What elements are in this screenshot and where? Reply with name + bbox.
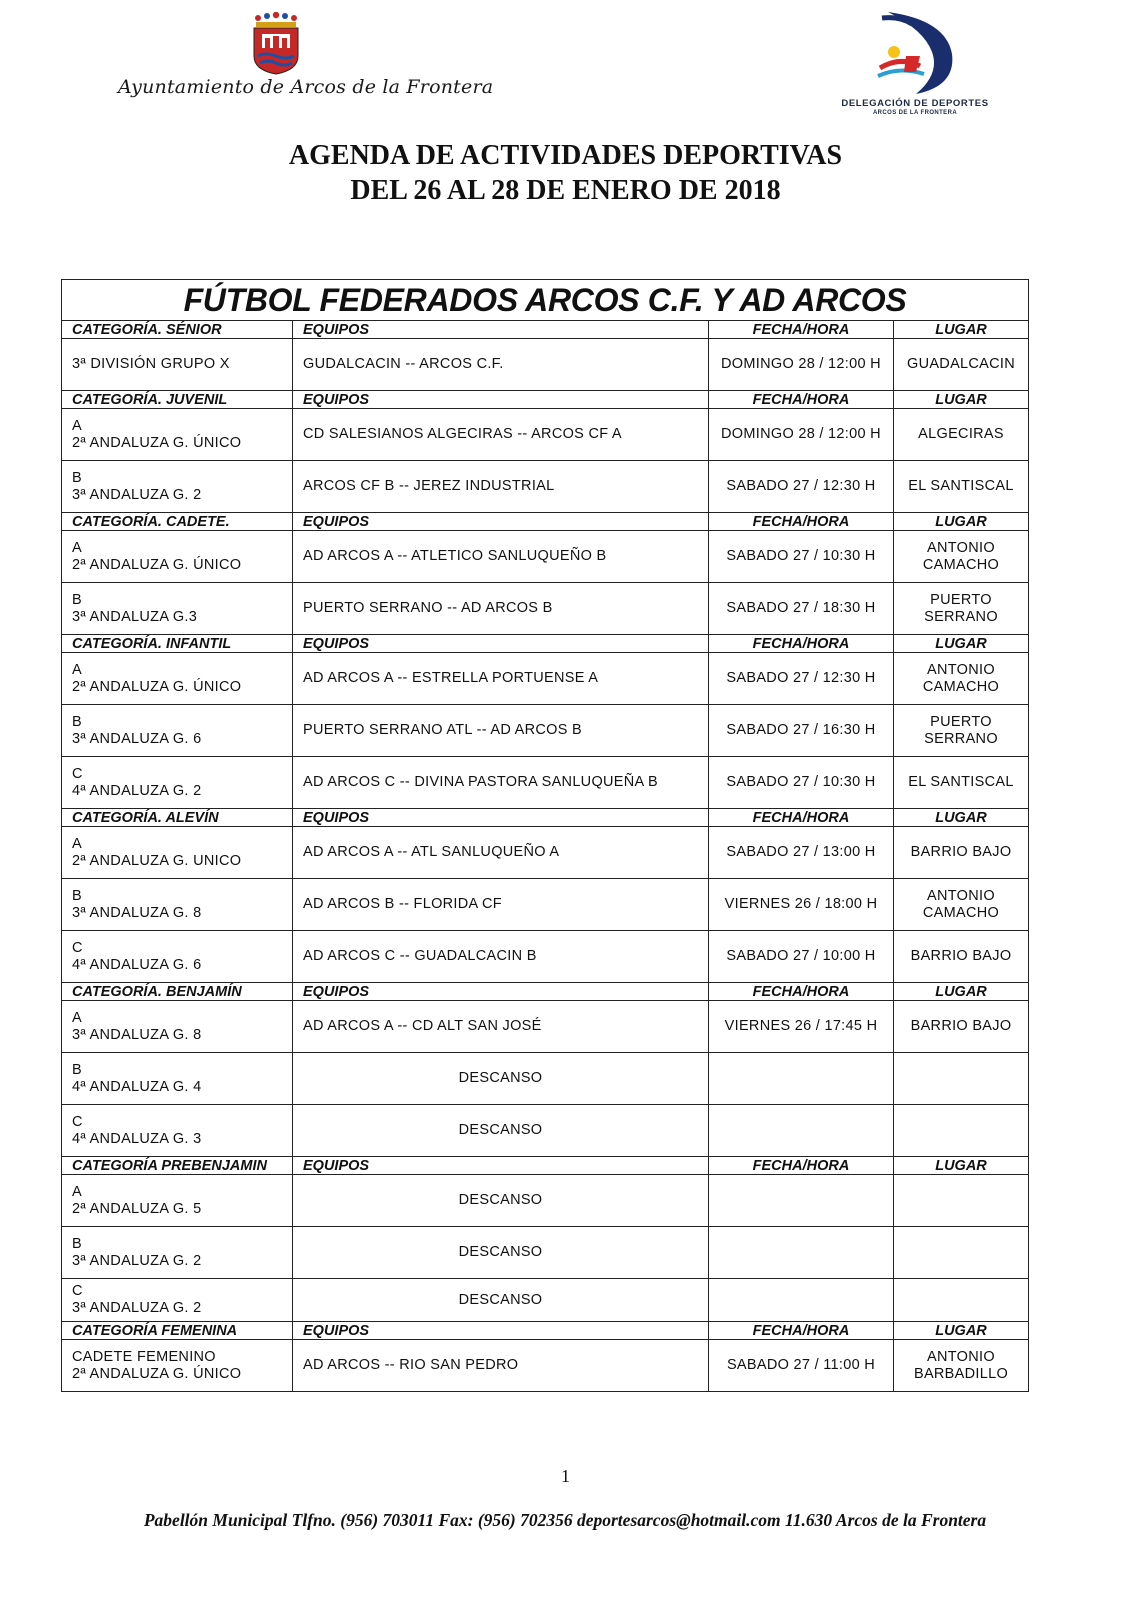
date-cell [709,1279,894,1322]
teams-header: EQUIPOS [293,809,709,827]
rest-cell: DESCANSO [293,1175,709,1227]
division-name: 2ª ANDALUZA G. 5 [72,1200,202,1217]
match-row [62,339,1029,391]
teams-header: EQUIPOS [293,1157,709,1175]
category-header-row [62,1157,1029,1175]
division-name: 3ª DIVISIÓN GRUPO X [72,356,230,372]
town-name: Ayuntamiento de Arcos de la Frontera [118,76,494,98]
table-banner-row [62,280,1029,321]
division-cell [62,1175,293,1227]
date-cell: SABADO 27 / 12:30 H [709,653,894,705]
group-letter: C [72,939,83,956]
teams-header: EQUIPOS [293,635,709,653]
date-cell: SABADO 27 / 12:30 H [709,461,894,513]
division-name: 3ª ANDALUZA G. 6 [72,730,202,747]
group-letter: A [72,835,82,852]
division-cell [62,757,293,809]
division-name: 3ª ANDALUZA G. 2 [72,486,202,503]
match-cell: PUERTO SERRANO ATL -- AD ARCOS B [293,705,709,757]
venue-header: LUGAR [894,321,1029,339]
date-cell: SABADO 27 / 10:00 H [709,931,894,983]
venue-cell [894,1227,1029,1279]
match-cell: ARCOS CF B -- JEREZ INDUSTRIAL [293,461,709,513]
group-letter: C [72,1113,83,1130]
division-name: 2ª ANDALUZA G. UNICO [72,852,242,869]
venue-cell: PUERTO SERRANO [894,705,1029,757]
rest-cell: DESCANSO [293,1279,709,1322]
division-name: 2ª ANDALUZA G. ÚNICO [72,434,242,451]
group-letter: B [72,887,82,904]
match-row [62,1001,1029,1053]
venue-cell: ANTONIO CAMACHO [894,879,1029,931]
date-header: FECHA/HORA [709,635,894,653]
venue-header: LUGAR [894,983,1029,1001]
division-cell [62,653,293,705]
category-header-row [62,983,1029,1001]
category-name: CATEGORÍA. SÉNIOR [62,321,293,339]
venue-cell: ANTONIO BARBADILLO [894,1340,1029,1392]
category-name: CATEGORÍA. CADETE. [62,513,293,531]
crest-icon [248,12,304,76]
division-cell [62,931,293,983]
venue-cell: BARRIO BAJO [894,1001,1029,1053]
group-letter: B [72,591,82,608]
date-cell: SABADO 27 / 16:30 H [709,705,894,757]
venue-cell: PUERTO SERRANO [894,583,1029,635]
division-name: 2ª ANDALUZA G. ÚNICO [72,556,242,573]
match-cell: AD ARCOS A -- CD ALT SAN JOSÉ [293,1001,709,1053]
match-cell: AD ARCOS A -- ATL SANLUQUEÑO A [293,827,709,879]
teams-header: EQUIPOS [293,513,709,531]
venue-cell: GUADALCACIN [894,339,1029,391]
group-letter: A [72,417,82,434]
match-row [62,1340,1029,1392]
date-cell: SABADO 27 / 11:00 H [709,1340,894,1392]
match-row [62,1279,1029,1322]
category-header-row [62,513,1029,531]
venue-cell [894,1053,1029,1105]
category-name: CATEGORÍA. ALEVÍN [62,809,293,827]
teams-header: EQUIPOS [293,1322,709,1340]
group-letter: A [72,1009,82,1026]
venue-cell [894,1105,1029,1157]
match-cell: AD ARCOS A -- ESTRELLA PORTUENSE A [293,653,709,705]
match-cell: CD SALESIANOS ALGECIRAS -- ARCOS CF A [293,409,709,461]
title-line-2: DEL 26 AL 28 DE ENERO DE 2018 [350,175,781,206]
division-cell [62,827,293,879]
division-name: 3ª ANDALUZA G. 8 [72,904,202,921]
division-cell [62,461,293,513]
date-header: FECHA/HORA [709,809,894,827]
table-banner: FÚTBOL FEDERADOS ARCOS C.F. Y AD ARCOS [62,280,1029,321]
date-header: FECHA/HORA [709,983,894,1001]
venue-header: LUGAR [894,809,1029,827]
page-number: 1 [561,1466,570,1486]
venue-header: LUGAR [894,391,1029,409]
group-letter: C [72,765,83,782]
delegation-title: DELEGACIÓN DE DEPORTES [841,98,989,109]
rest-cell: DESCANSO [293,1227,709,1279]
venue-cell: BARRIO BAJO [894,931,1029,983]
rest-cell: DESCANSO [293,1105,709,1157]
venue-cell: ANTONIO CAMACHO [894,531,1029,583]
category-name: CATEGORÍA. INFANTIL [62,635,293,653]
date-cell [709,1053,894,1105]
group-letter: A [72,539,82,556]
date-header: FECHA/HORA [709,321,894,339]
division-cell [62,1053,293,1105]
division-name: 4ª ANDALUZA G. 6 [72,956,202,973]
division-cell [62,339,293,391]
teams-header: EQUIPOS [293,321,709,339]
venue-cell [894,1175,1029,1227]
category-header-row [62,809,1029,827]
match-row [62,531,1029,583]
venue-header: LUGAR [894,1322,1029,1340]
match-cell: AD ARCOS A -- ATLETICO SANLUQUEÑO B [293,531,709,583]
date-cell: VIERNES 26 / 18:00 H [709,879,894,931]
teams-header: EQUIPOS [293,983,709,1001]
division-cell [62,1227,293,1279]
venue-cell: BARRIO BAJO [894,827,1029,879]
group-letter: B [72,713,82,730]
match-row [62,461,1029,513]
division-cell [62,583,293,635]
category-name: CATEGORÍA. BENJAMÍN [62,983,293,1001]
match-row [62,1105,1029,1157]
category-header-row [62,635,1029,653]
match-cell: AD ARCOS C -- GUADALCACIN B [293,931,709,983]
division-name: 4ª ANDALUZA G. 3 [72,1130,202,1147]
category-name: CATEGORÍA PREBENJAMIN [62,1157,293,1175]
division-name: 2ª ANDALUZA G. ÚNICO [72,678,242,695]
match-row [62,705,1029,757]
title-line-1: AGENDA DE ACTIVIDADES DEPORTIVAS [288,140,843,171]
match-cell: AD ARCOS -- RIO SAN PEDRO [293,1340,709,1392]
match-row [62,1053,1029,1105]
match-cell: AD ARCOS C -- DIVINA PASTORA SANLUQUEÑA B [293,757,709,809]
document-title [0,138,1131,208]
division-name: 4ª ANDALUZA G. 2 [72,782,202,799]
date-cell [709,1227,894,1279]
date-cell: DOMINGO 28 / 12:00 H [709,339,894,391]
division-cell [62,409,293,461]
group-letter: A [72,661,82,678]
group-letter: B [72,1235,82,1252]
date-cell: SABADO 27 / 10:30 H [709,757,894,809]
schedule-table [61,279,1029,1392]
match-row [62,827,1029,879]
category-header-row [62,321,1029,339]
venue-cell: ANTONIO CAMACHO [894,653,1029,705]
date-cell: DOMINGO 28 / 12:00 H [709,409,894,461]
venue-cell: EL SANTISCAL [894,757,1029,809]
venue-header: LUGAR [894,635,1029,653]
match-row [62,757,1029,809]
category-name: CATEGORÍA. JUVENIL [62,391,293,409]
date-cell: SABADO 27 / 10:30 H [709,531,894,583]
category-header-row [62,1322,1029,1340]
division-name: 3ª ANDALUZA G. 2 [72,1300,202,1316]
date-cell: SABADO 27 / 18:30 H [709,583,894,635]
division-name: 4ª ANDALUZA G. 4 [72,1078,202,1095]
venue-header: LUGAR [894,513,1029,531]
division-cell [62,1001,293,1053]
group-letter: CADETE FEMENINO [72,1348,216,1365]
division-name: 3ª ANDALUZA G. 2 [72,1252,202,1269]
teams-header: EQUIPOS [293,391,709,409]
division-cell [62,1279,293,1322]
date-cell: VIERNES 26 / 17:45 H [709,1001,894,1053]
date-cell [709,1105,894,1157]
match-row [62,653,1029,705]
division-cell [62,531,293,583]
division-name: 3ª ANDALUZA G.3 [72,608,198,625]
delegation-logo-icon [860,10,970,96]
match-row [62,1227,1029,1279]
venue-cell: EL SANTISCAL [894,461,1029,513]
match-row [62,879,1029,931]
match-row [62,409,1029,461]
division-cell [62,1340,293,1392]
town-hall-header [118,12,494,102]
match-row [62,1175,1029,1227]
group-letter: B [72,469,82,486]
venue-cell [894,1279,1029,1322]
category-name: CATEGORÍA FEMENINA [62,1322,293,1340]
sports-delegation-header [840,10,990,120]
division-cell [62,1105,293,1157]
match-cell: AD ARCOS B -- FLORIDA CF [293,879,709,931]
venue-cell: ALGECIRAS [894,409,1029,461]
match-row [62,931,1029,983]
date-cell: SABADO 27 / 13:00 H [709,827,894,879]
date-header: FECHA/HORA [709,391,894,409]
date-cell [709,1175,894,1227]
group-letter: C [72,1283,83,1299]
date-header: FECHA/HORA [709,1322,894,1340]
delegation-subtitle: ARCOS DE LA FRONTERA [872,110,958,116]
division-name: 3ª ANDALUZA G. 8 [72,1026,202,1043]
venue-header: LUGAR [894,1157,1029,1175]
date-header: FECHA/HORA [709,1157,894,1175]
division-cell [62,879,293,931]
footer-contact: Pabellón Municipal Tlfno. (956) 703011 Fax: (956) 702356 deportesarcos@hotmail.com 11.630 Arcos de la Frontera [143,1510,987,1530]
group-letter: A [72,1183,82,1200]
division-cell [62,705,293,757]
rest-cell: DESCANSO [293,1053,709,1105]
category-header-row [62,391,1029,409]
group-letter: B [72,1061,82,1078]
division-name: 2ª ANDALUZA G. ÚNICO [72,1365,242,1382]
date-header: FECHA/HORA [709,513,894,531]
match-cell: PUERTO SERRANO -- AD ARCOS B [293,583,709,635]
match-cell: GUDALCACIN -- ARCOS C.F. [293,339,709,391]
match-row [62,583,1029,635]
